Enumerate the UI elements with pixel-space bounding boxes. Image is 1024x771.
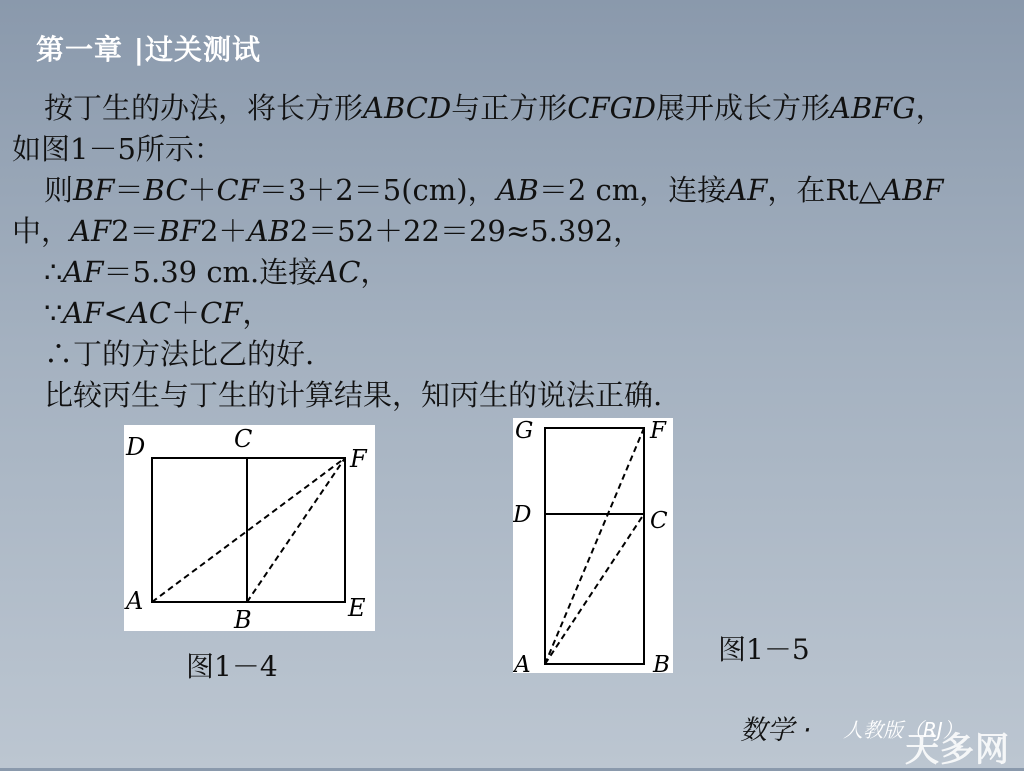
figure-1-4-drawing (124, 425, 375, 631)
paragraph-4 (12, 293, 1002, 334)
label-a: A (126, 587, 144, 615)
math-var: AF (70, 214, 112, 248)
paragraph-1-cont: 如图1－5所示： (12, 132, 223, 166)
segment-ac-dashed (545, 514, 644, 664)
text-run: ＋ (170, 296, 200, 330)
paragraph-5: ∴丁的方法比乙的好. (44, 337, 315, 371)
math-var: AF (62, 296, 104, 330)
segment-bf-dashed (247, 458, 345, 602)
text-run: 按丁生的办法，将长方形 (44, 91, 364, 125)
text-run: ＝ (114, 173, 144, 207)
text-run: 中， (12, 214, 71, 248)
figure-1-5-drawing (513, 418, 673, 673)
math-var: CF (200, 296, 243, 330)
label-d: D (126, 433, 146, 461)
math-var: BF (158, 214, 200, 248)
chapter-title: 第一章 |过关测试 (36, 33, 261, 66)
text-run: ， (242, 296, 272, 330)
math-var: BC (143, 173, 188, 207)
label-c: C (234, 425, 253, 453)
label-b: B (653, 652, 670, 673)
paragraph-2-cont (12, 211, 1002, 252)
footer-edition: 人教版（RJ） (843, 718, 963, 742)
math-var: ABFG (830, 91, 916, 125)
text-run: ，在Rt△ (767, 173, 882, 207)
math-var: AC (317, 255, 361, 289)
text-run: < (103, 296, 128, 330)
label-f: F (650, 418, 666, 444)
text-run: ＝5.39 cm.连接 (103, 255, 318, 289)
label-a: A (514, 652, 531, 673)
math-var: ABF (881, 173, 944, 207)
math-var: AC (127, 296, 171, 330)
math-var: AB (247, 214, 290, 248)
paragraph-2 (12, 170, 1002, 211)
label-b: B (234, 606, 252, 631)
caption-figure-1-4: 图1－4 (186, 650, 278, 683)
label-c: C (650, 508, 668, 534)
text-run: 2＝ (111, 214, 159, 248)
paragraph-6: 比较丙生与丁生的计算结果，知丙生的说法正确. (44, 378, 663, 412)
math-var: CF (216, 173, 259, 207)
solution-text (12, 88, 1002, 416)
figure-1-5 (513, 418, 673, 673)
text-run: ＝3＋2＝5(cm)， (258, 173, 497, 207)
text-run: 与正方形 (451, 91, 568, 125)
math-var: CFGD (567, 91, 656, 125)
paragraph-1 (12, 88, 1002, 129)
text-run: ∵ (44, 296, 63, 330)
text-run: ＋ (187, 173, 217, 207)
rectangle-outline (545, 428, 644, 664)
paragraph-3 (12, 252, 1002, 293)
watermark-logo: 天多网 (905, 730, 1010, 770)
text-run: ＝2 cm，连接 (538, 173, 727, 207)
math-var: BF (73, 173, 115, 207)
figure-1-4 (124, 425, 375, 631)
text-run: ， (915, 91, 945, 125)
text-run: 2＝52＋22＝29≈5.392， (289, 214, 643, 248)
label-d: D (513, 502, 532, 528)
label-f: F (350, 445, 367, 473)
label-e: E (348, 594, 366, 622)
text-run: ， (360, 255, 390, 289)
caption-figure-1-5: 图1－5 (718, 633, 810, 666)
math-var: ABCD (363, 91, 452, 125)
segment-af-dashed (152, 458, 345, 602)
text-run: 2＋ (199, 214, 248, 248)
math-var: AF (62, 255, 104, 289)
segment-af-dashed (545, 428, 644, 664)
footer-subject: 数学 · (740, 715, 812, 746)
text-run: ∴ (44, 255, 63, 289)
label-g: G (515, 418, 534, 444)
text-run: 展开成长方形 (656, 91, 831, 125)
math-var: AF (726, 173, 768, 207)
math-var: AB (496, 173, 539, 207)
text-run: 则 (44, 173, 74, 207)
